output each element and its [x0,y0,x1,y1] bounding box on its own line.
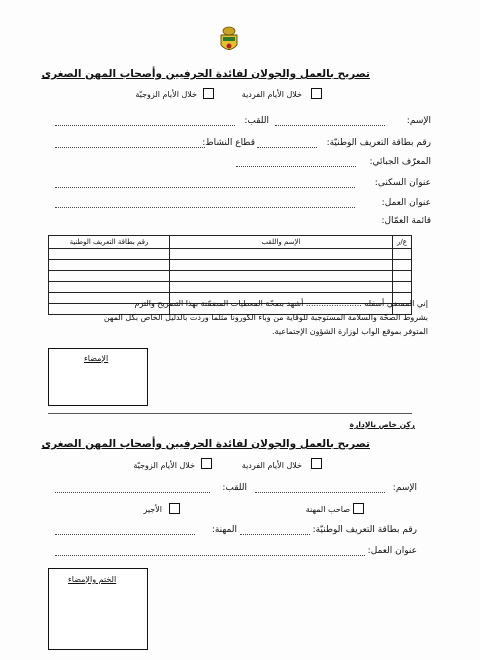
form2-id-field[interactable] [240,533,310,535]
form1-residence-field[interactable] [55,186,355,188]
form2-owner-label: صاحب المهنة [305,505,350,514]
tunisian-coat-of-arms-icon [218,25,240,55]
form1-name-field[interactable] [275,124,385,126]
form2-profession-field[interactable] [55,533,195,535]
table-header-full-name: الإسم واللقب [170,236,393,249]
form1-signature-label: الإمضاء [84,354,109,363]
form1-residence-label: عنوان السكنى: [374,178,431,188]
form2-individual-days-checkbox[interactable] [311,458,322,469]
form2-profession-label: المهنة: [211,525,237,535]
form1-even-days-label: خلال الأيام الزوجيّة [135,90,197,99]
form2-work-address-field[interactable] [55,554,365,556]
table-row[interactable] [49,271,412,282]
declaration-line-1: إني الممضي أسفله ...................... أشهد بصحّة المعطيات المضمّنة بهذا التصريح والتزم [134,299,428,308]
declaration-line-3: المتوفر بموقع الواب لوزارة الشؤون الإجتماعية. [271,327,428,336]
form1-sector-label: قطاع النشاط: [202,138,255,148]
form2-owner-checkbox[interactable] [353,503,364,514]
table-header-index: ع/ر [393,236,412,249]
form2-even-days-label: خلال الأيام الزوجيّة [133,461,195,470]
form2-employee-checkbox[interactable] [169,503,180,514]
form1-name-label: الإسم: [406,116,431,126]
form2-name-field[interactable] [255,491,385,493]
form1-even-days-checkbox[interactable] [203,88,214,99]
declaration-line-2: بشروط الصحّة والسلامة المستوجبة للوقاية من وباء الكورونا مثلما وردت بالدليل الخاص بكل المهن [103,313,428,322]
section-divider [48,413,412,414]
form2-name-label: الإسم: [392,483,417,493]
form1-individual-days-checkbox[interactable] [311,88,322,99]
form1-surname-label: اللقب: [244,116,269,126]
table-row[interactable] [49,260,412,271]
form2-individual-days-label: خلال الأيام الفردية [241,461,302,470]
form1-surname-field[interactable] [55,124,235,126]
admin-section-note: ركن خاص بالإدارة [349,420,415,429]
table-header-id-number: رقم بطاقة التعريف الوطنية [49,236,170,249]
form1-work-address-field[interactable] [55,206,355,208]
form1-work-address-label: عنوان العمل: [381,198,431,208]
form2-id-label: رقم بطاقة التعريف الوطنيّة: [312,525,417,535]
table-row[interactable] [49,282,412,293]
form1-tax-id-field[interactable] [236,165,356,167]
form2-even-days-checkbox[interactable] [201,458,212,469]
form1-title: تصريح بالعمل والجولان لفائدة الحرفيين وأصحاب المهن الصغرى [41,68,370,80]
form2-surname-field[interactable] [55,491,210,493]
form2-employee-label: الأجير [143,505,162,514]
form1-id-label: رقم بطاقة التعريف الوطنيّة: [326,138,431,148]
form1-sector-field[interactable] [55,146,205,148]
form1-workers-label: قائمة العمّال: [381,216,431,226]
form2-work-address-label: عنوان العمل: [367,546,417,556]
form1-individual-days-label: خلال الأيام الفردية [241,90,302,99]
form2-title: تصريح بالعمل والجولان لفائدة الحرفيين وأصحاب المهن الصغرى [41,438,370,450]
form1-tax-id-label: المعرّف الجبائي: [369,157,431,167]
form2-surname-label: اللقب: [222,483,247,493]
form1-id-field[interactable] [257,146,317,148]
table-row[interactable] [49,249,412,260]
form2-stamp-signature-label: الختم والإمضاء [68,575,117,584]
